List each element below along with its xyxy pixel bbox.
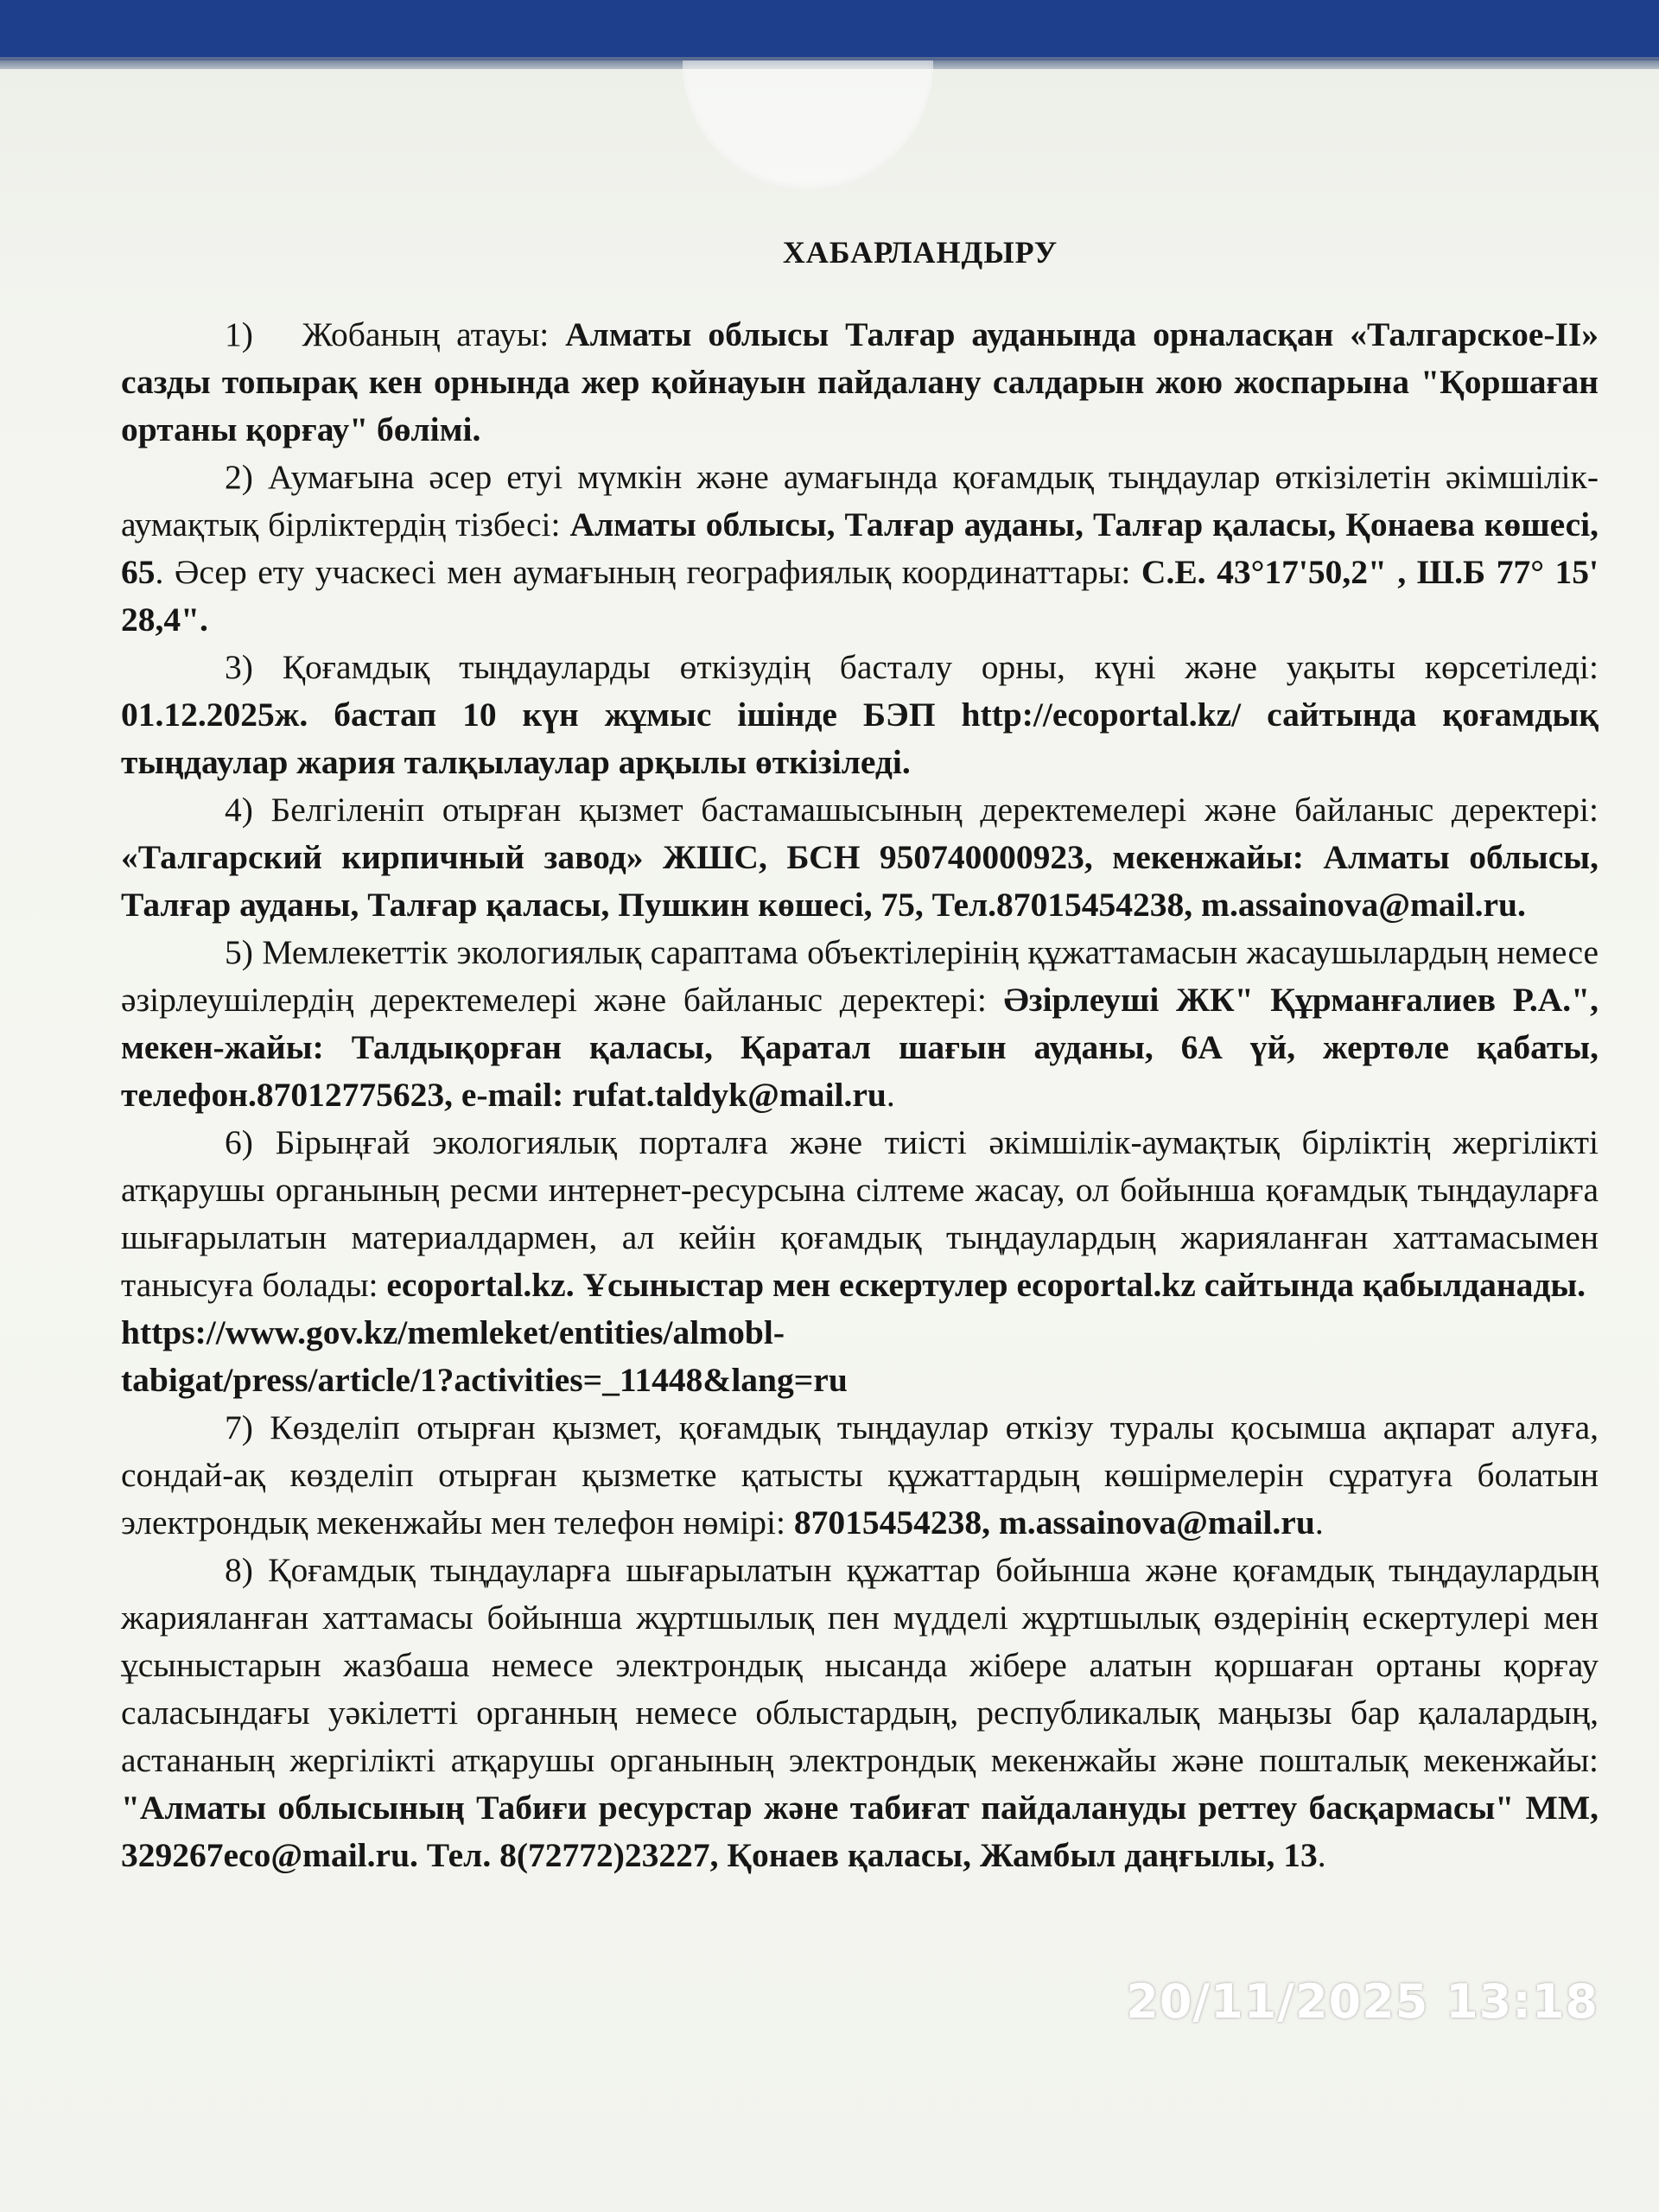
item-text: Белгіленіп отырған қызмет бастамашысының деректемелері және байланыс деректері: <box>270 791 1599 829</box>
document-title: ХАБАРЛАНДЫРУ <box>782 235 1058 270</box>
item-bold-text: 87015454238, m.assainova@mail.ru <box>793 1503 1315 1541</box>
item-text: Қоғамдық тыңдауларды өткізудің басталу орны, күні және уақыты көрсетіледі: <box>282 648 1599 686</box>
item-text: . <box>1317 1836 1326 1874</box>
url-line-2: tabigat/press/article/1?activities=_11448&lang=ru <box>121 1361 848 1399</box>
item-text: . Әсер ету учаскесі мен аумағының географиялық координаттары: <box>155 553 1141 591</box>
item-8 <box>121 1547 1599 1879</box>
photo-timestamp: 20/11/2025 13:18 <box>1126 1974 1599 2029</box>
item-bold-text: «Талгарский кирпичный завод» ЖШС, БСН 950740000923, мекенжайы: Алматы облысы, Талғар ауданы, Талғар қаласы, Пушкин көшесі, 75, Тел.87015454238, m.assainova@mail.ru. <box>121 838 1599 924</box>
item-number: 6) <box>225 1123 253 1161</box>
item-text: . <box>886 1076 895 1114</box>
item-1 <box>121 311 1599 454</box>
item-6 <box>121 1119 1599 1309</box>
item-4 <box>121 786 1599 929</box>
portal-url <box>121 1309 1599 1404</box>
item-bold-text: Алматы облысы, Талғар ауданы, Талғар қаласы, Қонаева көшесі, 65 <box>121 505 1599 591</box>
item-bold-text: 01.12.2025ж. бастап 10 күн жұмыс ішінде БЭП http://ecoportal.kz/ сайтында қоғамдық тыңдаулар жария талқылаулар арқылы өткізіледі. <box>121 696 1599 781</box>
item-text: Мемлекеттік экологиялық сараптама объектілерінің құжаттамасын жасаушылардың немесе әзірлеушілердің деректемелері және байланыс деректері: <box>121 933 1599 1019</box>
item-bold-text: "Алматы облысының Табиғи ресурстар және табиғат пайдалануды реттеу басқармасы" ММ, 329267eco@mail.ru. Тел. 8(72772)23227, Қонаев қаласы, Жамбыл даңғылы, 13 <box>121 1789 1599 1874</box>
item-bold-text: Әзірлеуші ЖК" Құрманғалиев Р.А.", мекен-жайы: Талдықорған қаласы, Қаратал шағын ауданы, 6А үй, жертөле қабаты, телефон.87012775623, e-mail: rufat.taldyk@mail.ru <box>121 981 1599 1114</box>
item-number: 8) <box>225 1551 253 1589</box>
item-number: 2) <box>225 458 253 496</box>
item-2 <box>121 454 1599 644</box>
item-number: 1) <box>225 315 253 353</box>
item-text: Бірыңғай экологиялық порталға және тиісті әкімшілік-аумақтық бірліктің жергілікті атқарушы органының ресми интернет-ресурсына сілтеме жасау, ол бойынша қоғамдық тыңдауларға шығарылатын материалдармен, ал кейін қоғамдық тыңдаулардың жарияланған хаттамасымен танысуға болады: <box>121 1123 1599 1304</box>
item-5 <box>121 929 1599 1119</box>
item-number: 3) <box>225 648 253 686</box>
item-bold-text: Алматы облысы Талғар ауданында орналасқан «Талгарское-II» сазды топырақ кен орнында жер қойнауын пайдалану салдарын жою жоспарына "Қоршаған ортаны қорғау" бөлімі. <box>121 315 1599 448</box>
item-text: Көзделіп отырған қызмет, қоғамдық тыңдаулар өткізу туралы қосымша ақпарат алуға, сондай-ақ көзделіп отырған қызметке қатысты құжаттардың көшірмелерін сұратуға болатын электрондық мекенжайы мен телефон нөмірі: <box>121 1408 1599 1541</box>
item-3 <box>121 644 1599 786</box>
blue-board-frame <box>0 0 1659 60</box>
item-text: Жобаның атауы: <box>302 315 566 353</box>
coordinates: С.Е. 43°17'50,2" , Ш.Б 77° 15' 28,4". <box>121 553 1599 639</box>
announcement-document <box>121 229 1599 1879</box>
item-text: Қоғамдық тыңдауларға шығарылатын құжаттар бойынша және қоғамдық тыңдаулардың жарияланған хаттамасы бойынша жұртшылық пен мүдделі жұртшылық өздерінің ескертулері мен ұсыныстарын жазбаша немесе электрондық нысанда жібере алатын қоршаған ортаны қорғау саласындағы уәкілетті органның немесе облыстардың, республикалық маңызы бар қалалардың, астананың жергілікті атқарушы органының электрондық мекенжайы және пошталық мекенжайы: <box>121 1551 1599 1779</box>
item-bold-text: ecoportal.kz. Ұсыныстар мен ескертулер ecoportal.kz сайтында қабылданады. <box>386 1266 1586 1304</box>
item-number: 5) <box>225 933 253 971</box>
item-number: 4) <box>225 791 253 829</box>
item-7 <box>121 1404 1599 1547</box>
url-line-1: https://www.gov.kz/memleket/entities/almobl- <box>121 1313 785 1351</box>
item-text: Аумағына әсер етуі мүмкін және аумағында қоғамдық тыңдаулар өткізілетін әкімшілік-аумақтық бірліктердің тізбесі: <box>121 458 1599 543</box>
item-number: 7) <box>225 1408 253 1446</box>
item-text: . <box>1314 1503 1324 1541</box>
